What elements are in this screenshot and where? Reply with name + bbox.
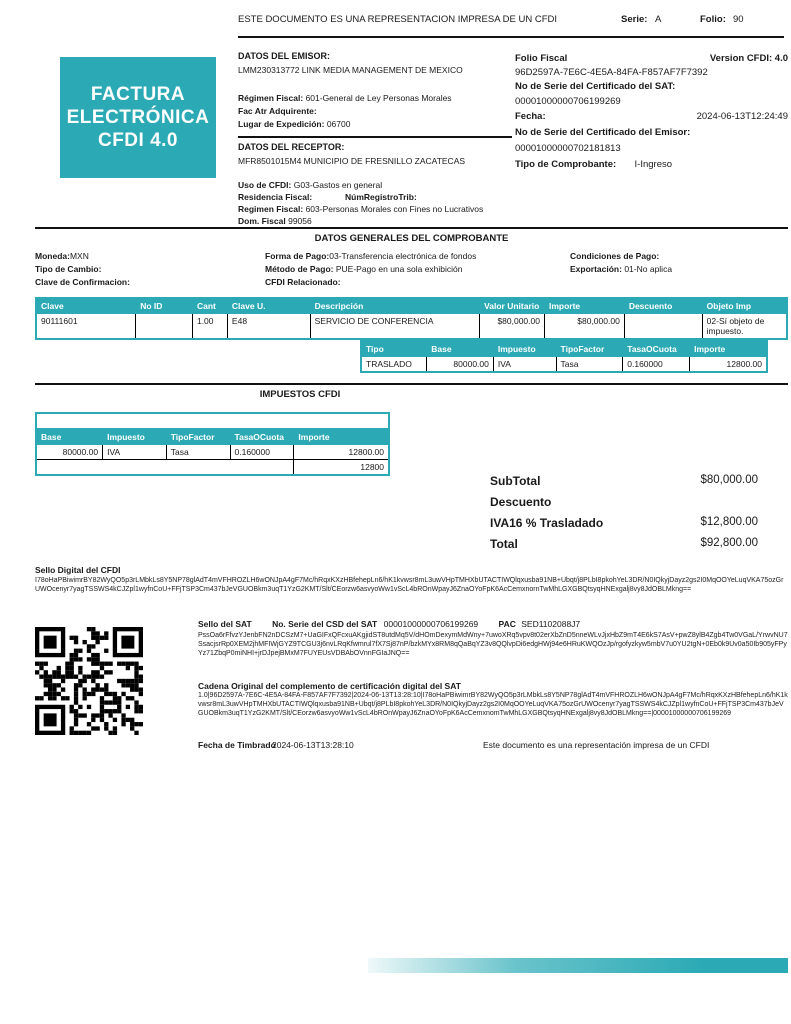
cfdi-relacionado: CFDI Relacionado:	[265, 277, 341, 287]
serie-sat-value: 00001000000706199269	[515, 96, 621, 107]
uuid: 96D2597A-7E6C-4E5A-84FA-F857AF7F7392	[515, 67, 708, 78]
emisor-fac-atr: Fac Atr Adquirente:	[238, 106, 317, 116]
serie-value: A	[655, 14, 662, 25]
impuestos-data-row: 80000.00 IVA Tasa 0.160000 12800.00	[36, 445, 389, 460]
item-tax-table	[360, 340, 768, 373]
metodo-pago: Método de Pago: PUE-Pago en una sola exhibición	[265, 264, 463, 274]
impuestos-spacer-row	[36, 413, 389, 429]
item-tax-header-row: Tipo Base Impuesto TipoFactor TasaOCuota Importe	[361, 341, 767, 357]
items-table	[35, 297, 788, 340]
serie-sat-label: No de Serie del Certificado del SAT:	[515, 81, 676, 92]
serie-label: Serie:	[621, 14, 648, 25]
sello-sat-header	[198, 619, 788, 629]
receptor-regimen: Regimen Fiscal: 603-Personas Morales con Fines no Lucrativos	[238, 204, 484, 214]
serie-emisor-label: No de Serie del Certificado del Emisor:	[515, 127, 691, 138]
cadena-title: Cadena Original del complemento de certificación digital del SAT	[198, 681, 461, 691]
folio-fiscal-label: Folio Fiscal	[515, 53, 568, 64]
condiciones-pago: Condiciones de Pago:	[570, 251, 660, 261]
folio-label: Folio:	[700, 14, 726, 25]
sello-sat-value: PssOa6rFfvzYJenbFN2nDCSzM7+UaGIFxQFcxuAKgjidST8utdMq5V/dHOmDexymMdWny+7uwoXRq5vpv8t02erXbZnD5nneWLvJjxHbZ9mT4E6kS7AsV+pwZ8ylB4Zgb4Tw0VGaL/YrwvNU7SsacjsrRp0XEM2jhMFIWjGYZ9TCGU3j6nvLRqKfwmrul7fX7Sj87nP/bzkMYx8RM8qQaBqYZ3v8QQlvpDi6edgHWj94e6HRuKWQOzJp/rgofyzkyw5mbV7u0YU2tgN+0Eb0k9Uv0a50Ib905yFPyYz71ZbqP0miNHI+jrDJpejBMxM7FUYEUsVDBAbOVnnFGIaJNQ==	[198, 632, 788, 657]
csd-label: No. Serie del CSD del SAT	[272, 619, 378, 629]
receptor-uso: Uso de CFDI: G03-Gastos en general	[238, 180, 383, 190]
factura-logo	[60, 57, 216, 178]
generales-divider	[35, 227, 788, 229]
descuento-row: Descuento	[490, 495, 552, 509]
fecha-label: Fecha:	[515, 111, 546, 122]
clave-confirmacion: Clave de Confirmacion:	[35, 277, 130, 287]
fecha-row	[515, 111, 788, 122]
tipo-cambio: Tipo de Cambio:	[35, 264, 102, 274]
forma-pago: Forma de Pago:03-Transferencia electrónica de fondos	[265, 251, 477, 261]
receptor-dom: Dom. Fiscal 99056	[238, 216, 312, 226]
receptor-residencia: Residencia Fiscal:	[238, 192, 313, 202]
fecha-value: 2024-06-13T12:24:49	[696, 111, 788, 122]
impuestos-total-row	[36, 460, 389, 476]
qr-code	[35, 627, 143, 735]
subtotal-row: SubTotal $80,000.00	[490, 474, 758, 488]
item-tax-data-row: TRASLADO 80000.00 IVA Tasa 0.160000 12800.00	[361, 357, 767, 373]
items-data-row: 90111601 1.00 E48 SERVICIO DE CONFERENCIA $80,000.00 $80,000.00 02-Sí objeto de impuesto.	[36, 314, 787, 340]
pac-value: SED1102088J7	[521, 619, 581, 629]
folio-value: 90	[733, 14, 744, 25]
impuestos-total-value: 12800	[294, 460, 389, 476]
items-header-row: Clave No ID Cant Clave U. Descripción Valor Unitario Importe Descuento Objeto Imp	[36, 298, 787, 314]
sello-cfdi-value: I78oHaPBiwimrBY82WyQO5p3rLMbkLs8Y5NP78glAdT4mVFHROZLH6wONJpA4gF7Mc/hRqxKXzHBfehepLn6/hK1kvwsr8mL3uwVHpTMHXbUTACTIWQlqxusba91NB+Ubqt/j8PLbI8pkohYeL3DR/N0IQkyjDayz2gs2I0MqOOYeLuqVKA75ozGrUWOcenyr7yagTSSWS4kCJZpl1wyfnCoU+FFjTSP3Cm437bJeVGUOBkm3uqT1YzG2KMT/Slt/CEorzw6asvyoWw1vScL4bROnWpayJ6ZnaOYoFpK6AcCemxnornTwMhLGXGBQtsyqHNExgalj8vy8JdOBLMkng==	[35, 577, 784, 593]
top-divider	[238, 36, 784, 38]
sello-cfdi-title: Sello Digital del CFDI	[35, 565, 121, 575]
impuestos-header-row: Base Impuesto TipoFactor TasaOCuota Importe	[36, 429, 389, 445]
logo-line-1: FACTURA	[90, 84, 186, 105]
impuestos-table	[35, 412, 390, 476]
timbrado-value: 2024-06-13T13:28:10	[272, 740, 354, 750]
receptor-title: DATOS DEL RECEPTOR:	[238, 142, 345, 152]
bottom-accent-bar	[368, 958, 788, 973]
emisor-lugar: Lugar de Expedición: 06700	[238, 119, 351, 129]
timbrado-label: Fecha de Timbrado	[198, 740, 276, 750]
fiscal-folio-row	[515, 53, 788, 64]
total-row: Total $92,800.00	[490, 537, 758, 551]
sello-sat-title: Sello del SAT	[198, 619, 252, 629]
pac-label: PAC	[498, 619, 516, 629]
impuestos-divider	[35, 383, 788, 385]
emisor-title: DATOS DEL EMISOR:	[238, 51, 331, 61]
tipo-comprobante-row: Tipo de Comprobante: I-Ingreso	[515, 159, 673, 170]
emisor-receptor-divider	[238, 136, 512, 138]
emisor-regimen: Régimen Fiscal: 601-General de Ley Personas Morales	[238, 93, 452, 103]
version-label: Version CFDI: 4.0	[709, 53, 788, 64]
impuestos-title: IMPUESTOS CFDI	[259, 389, 341, 400]
cadena-value: 1.0|96D2597A-7E6C-4E5A-84FA-F857AF7F7392|2024-06-13T13:28:10|I78oHaPBiwimrBY82WyQO5p3rLMbkLs8Y5NP78glAdT4mVFHROZLH6wONJpA4gF7Mc/hRqxKXzHBfehepLn6/hK1kvwsr8mL3uwVHpTMHXbUTACTIWQlqxusba91NB+Ubqt/j8PLbI8pkohYeL3DR/N0IQkyjDayz2gs2I0MqOOYeLuqVKA75ozGrUWOcenyr7yagTSSWS4kCJZpl1wyfnCoU+FFjTSP3Cm437bJeVGUOBkm3uqT1YzG2KMT/Slt/CEorzw6asvyoWw1vScL4bROnWpayJ6ZnaOYoFpK6AcCemxnomTwMhLGXGBQtsyqHNExgalj8vy8JdOBLMkng==|00001000000706199269	[198, 692, 788, 717]
serie-emisor-value: 00001000000702181813	[515, 143, 621, 154]
top-note: ESTE DOCUMENTO ES UNA REPRESENTACION IMPRESA DE UN CFDI	[238, 14, 558, 25]
receptor-numregistro: NúmRegistroTrib:	[345, 192, 417, 202]
exportacion: Exportación: 01-No aplica	[570, 264, 673, 274]
emisor-name: LMM230313772 LINK MEDIA MANAGEMENT DE MEXICO	[238, 65, 463, 75]
receptor-name: MFR8501015M4 MUNICIPIO DE FRESNILLO ZACATECAS	[238, 156, 466, 166]
logo-line-3: CFDI 4.0	[97, 130, 179, 151]
iva-row: IVA16 % Trasladado $12,800.00	[490, 516, 758, 530]
footer-note: Este documento es una representación impresa de un CFDI	[483, 740, 710, 750]
moneda: Moneda:MXN	[35, 251, 89, 261]
generales-title: DATOS GENERALES DEL COMPROBANTE	[314, 233, 509, 244]
csd-value: 00001000000706199269	[383, 619, 479, 629]
logo-line-2: ELECTRÓNICA	[66, 107, 210, 128]
